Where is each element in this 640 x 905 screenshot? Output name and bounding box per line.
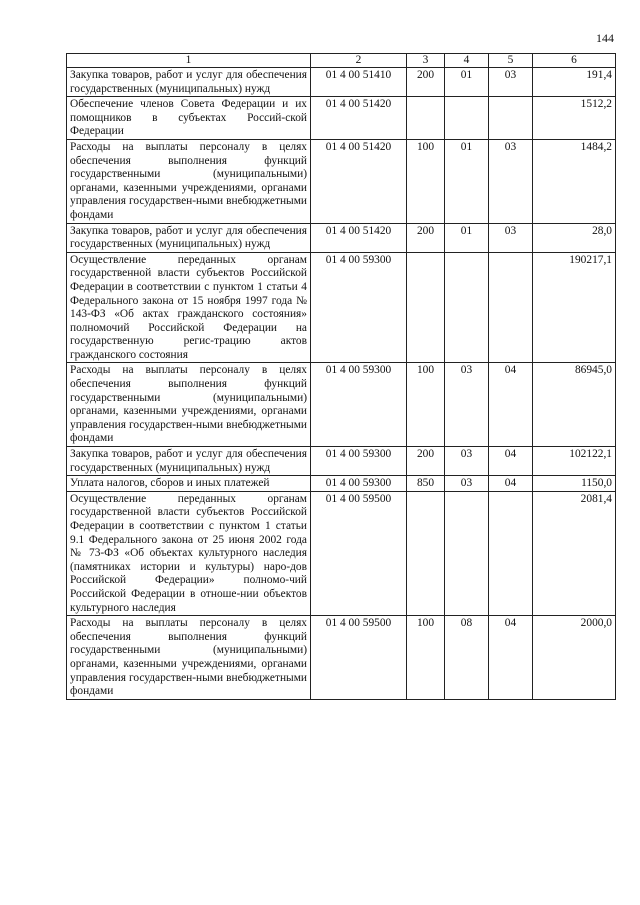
row-pr: 04 [489, 447, 533, 476]
table-row [67, 616, 616, 700]
row-name: Закупка товаров, работ и услуг для обеспечения государственных (муниципальных) нужд [67, 68, 311, 97]
row-rz: 08 [445, 616, 489, 700]
row-code: 01 4 00 51420 [311, 223, 407, 252]
row-code: 01 4 00 59500 [311, 616, 407, 700]
header-col-5: 5 [489, 54, 533, 68]
row-name: Уплата налогов, сборов и иных платежей [67, 476, 311, 492]
row-rz: 01 [445, 223, 489, 252]
row-rz: 03 [445, 447, 489, 476]
row-name: Расходы на выплаты персоналу в целях обеспечения выполнения функций государственными (муниципальными) органами, казенными учреждениями, органами управления государствен-ными внебюджетными фондами [67, 139, 311, 223]
row-rz: 03 [445, 476, 489, 492]
table-row [67, 139, 616, 223]
header-col-2: 2 [311, 54, 407, 68]
row-name: Осуществление переданных органам государственной власти субъектов Российской Федерации в соответствии с пунктом 1 статьи 4 Федерального закона от 15 ноября 1997 года № 143-ФЗ «Об актах гражданского состояния» полномочий Российской Федерации на государственную регис-трацию актов гражданского состояния [67, 252, 311, 363]
row-vr: 100 [407, 363, 445, 447]
header-col-4: 4 [445, 54, 489, 68]
table-row [67, 476, 616, 492]
row-rz: 01 [445, 139, 489, 223]
row-vr: 200 [407, 223, 445, 252]
header-row [67, 54, 616, 68]
row-pr: 04 [489, 476, 533, 492]
row-code: 01 4 00 59300 [311, 252, 407, 363]
header-col-3: 3 [407, 54, 445, 68]
table-row [67, 97, 616, 140]
row-amount: 191,4 [533, 68, 616, 97]
row-pr: 04 [489, 616, 533, 700]
row-vr: 100 [407, 616, 445, 700]
row-code: 01 4 00 59500 [311, 491, 407, 615]
budget-table [66, 53, 616, 700]
table-row [67, 252, 616, 363]
row-pr: 03 [489, 68, 533, 97]
row-amount: 190217,1 [533, 252, 616, 363]
row-code: 01 4 00 59300 [311, 476, 407, 492]
row-amount: 86945,0 [533, 363, 616, 447]
row-name: Осуществление переданных органам государственной власти субъектов Российской Федерации в соответствии с пунктом 1 статьи 9.1 Федерального закона от 25 июня 2002 года № 73-ФЗ «Об объектах культурного наследия (памятниках истории и культуры) наро-дов Российской Федерации» полномо-чий Российской Федерации в отноше-нии объектов культурного наследия [67, 491, 311, 615]
row-rz: 01 [445, 68, 489, 97]
row-amount: 102122,1 [533, 447, 616, 476]
table-row [67, 491, 616, 615]
header-col-6: 6 [533, 54, 616, 68]
row-amount: 1150,0 [533, 476, 616, 492]
row-name: Закупка товаров, работ и услуг для обеспечения государственных (муниципальных) нужд [67, 447, 311, 476]
header-col-1: 1 [67, 54, 311, 68]
row-amount: 1512,2 [533, 97, 616, 140]
row-code: 01 4 00 51420 [311, 97, 407, 140]
row-pr: 03 [489, 223, 533, 252]
row-name: Расходы на выплаты персоналу в целях обеспечения выполнения функций государственными (муниципальными) органами, казенными учреждениями, органами управления государствен-ными внебюджетными фондами [67, 363, 311, 447]
table-row [67, 68, 616, 97]
row-rz [445, 491, 489, 615]
row-vr: 850 [407, 476, 445, 492]
row-amount: 1484,2 [533, 139, 616, 223]
row-vr [407, 97, 445, 140]
row-amount: 28,0 [533, 223, 616, 252]
row-vr: 200 [407, 68, 445, 97]
row-vr [407, 252, 445, 363]
row-rz: 03 [445, 363, 489, 447]
table-row [67, 363, 616, 447]
row-amount: 2081,4 [533, 491, 616, 615]
row-vr [407, 491, 445, 615]
row-pr: 04 [489, 363, 533, 447]
row-vr: 200 [407, 447, 445, 476]
row-pr: 03 [489, 139, 533, 223]
row-rz [445, 97, 489, 140]
table-row [67, 223, 616, 252]
table-row [67, 447, 616, 476]
row-name: Обеспечение членов Совета Федерации и их помощников в субъектах Россий-ской Федерации [67, 97, 311, 140]
row-rz [445, 252, 489, 363]
row-code: 01 4 00 51420 [311, 139, 407, 223]
row-name: Расходы на выплаты персоналу в целях обеспечения выполнения функций государственными (муниципальными) органами, казенными учреждениями, органами управления государствен-ными внебюджетными фондами [67, 616, 311, 700]
row-vr: 100 [407, 139, 445, 223]
row-pr [489, 97, 533, 140]
row-pr [489, 252, 533, 363]
row-code: 01 4 00 59300 [311, 447, 407, 476]
page-number: 144 [596, 31, 614, 45]
row-pr [489, 491, 533, 615]
row-amount: 2000,0 [533, 616, 616, 700]
row-code: 01 4 00 59300 [311, 363, 407, 447]
row-name: Закупка товаров, работ и услуг для обеспечения государственных (муниципальных) нужд [67, 223, 311, 252]
row-code: 01 4 00 51410 [311, 68, 407, 97]
